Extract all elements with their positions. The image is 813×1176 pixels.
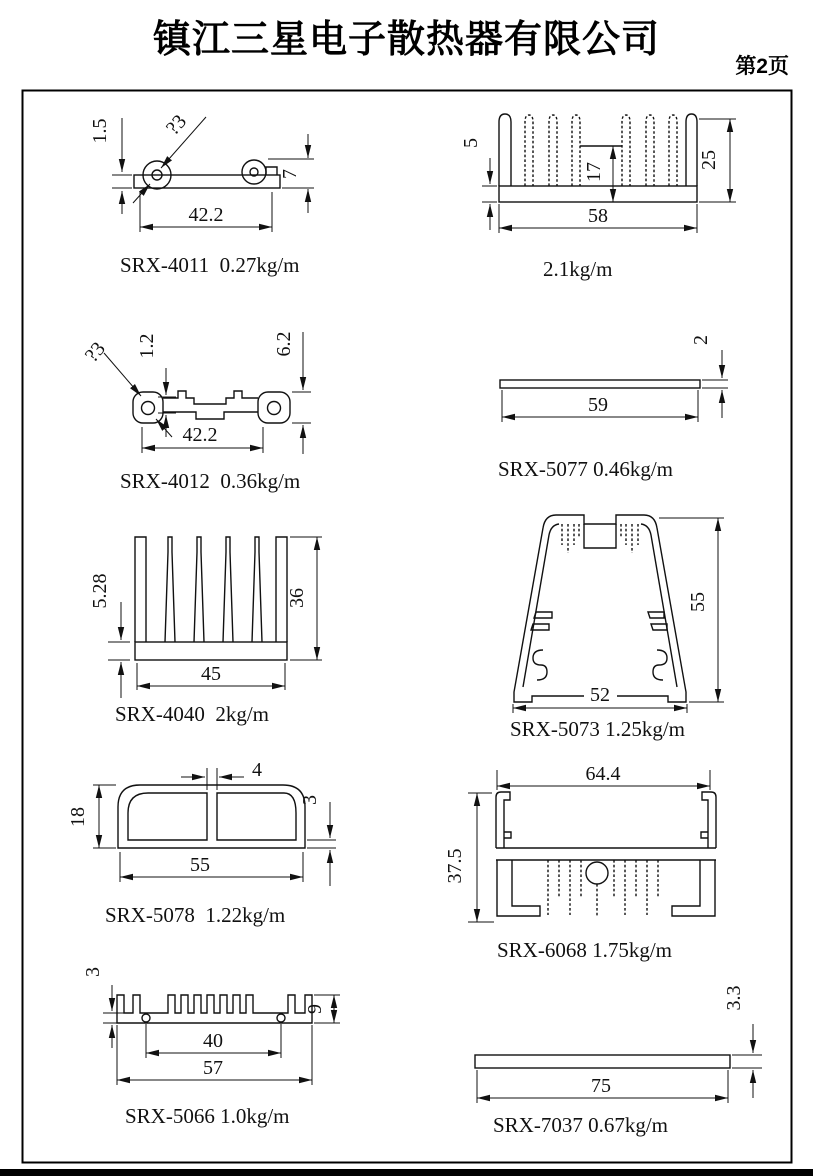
dim-step-label: 1.2 xyxy=(136,333,158,359)
drawing-srx-7037 xyxy=(475,986,762,1104)
dim-height-label: 18 xyxy=(67,807,89,827)
label-srx-4040: SRX-4040 2kg/m xyxy=(115,702,270,726)
label-srx-4011: SRX-4011 0.27kg/m xyxy=(120,253,300,277)
dim-height-label: 55 xyxy=(687,592,709,612)
dim-width-label: 52 xyxy=(590,684,610,706)
dim-width-label: 64.4 xyxy=(585,763,621,785)
dim-height-label: 9 xyxy=(304,1004,326,1014)
dim-height-label: 6.2 xyxy=(273,331,295,357)
dim-height-label: 25 xyxy=(698,150,720,170)
dim-base-label: 5.28 xyxy=(89,573,111,609)
dim-fin-label: 3 xyxy=(82,967,104,977)
dim-height-label: 36 xyxy=(286,588,308,608)
drawing-srx-5077 xyxy=(500,335,728,422)
drawing-srx-5066 xyxy=(82,967,340,1085)
drawing-srx-5078 xyxy=(67,759,336,886)
company-title: 镇江三星电子散热器有限公司 xyxy=(152,19,660,61)
label-srx-4012: SRX-4012 0.36kg/m xyxy=(120,469,301,493)
dim-rib-label: 4 xyxy=(252,759,262,781)
drawing-srx-4011 xyxy=(89,111,314,232)
label-srx-5066: SRX-5066 1.0kg/m xyxy=(125,1104,290,1128)
dim-width-label: 45 xyxy=(201,663,221,685)
label-srx-7037: SRX-7037 0.67kg/m xyxy=(493,1113,669,1137)
dim-width-label: 57 xyxy=(203,1057,223,1079)
dim-width-label: 75 xyxy=(591,1075,611,1097)
label-srx-5078: SRX-5078 1.22kg/m xyxy=(105,903,286,927)
dim-width-label: 55 xyxy=(190,854,210,876)
dim-thickness-label: 3.3 xyxy=(723,985,745,1011)
label-srx-6068: SRX-6068 1.75kg/m xyxy=(497,938,673,962)
dim-width-label: 58 xyxy=(588,205,608,227)
drawing-srx-6068 xyxy=(444,763,716,922)
dim-height-label: 37.5 xyxy=(444,848,466,884)
page-bottom-edge xyxy=(0,1169,813,1176)
drawing-srx-4040 xyxy=(89,537,322,698)
drawing-srx-5073 xyxy=(513,515,724,713)
page-number: 第2页 xyxy=(735,55,789,78)
drawing-2-1kgm xyxy=(460,114,736,233)
dim-thickness-label: 2 xyxy=(690,335,712,345)
dim-hole-label: ?3 xyxy=(80,337,110,367)
label-srx-5073: SRX-5073 1.25kg/m xyxy=(510,717,686,741)
page-frame xyxy=(23,91,792,1163)
drawing-srx-4012 xyxy=(81,332,311,455)
label-2-1kgm: 2.1kg/m xyxy=(543,257,613,281)
dim-width-label: 42.2 xyxy=(182,424,218,446)
dim-hole-label: ?3 xyxy=(162,110,192,140)
dim-base-label: 5 xyxy=(460,138,482,148)
dim-width-label: 59 xyxy=(588,394,608,416)
dim-depth-label: 17 xyxy=(583,162,605,182)
dim-thickness-label: 1.5 xyxy=(89,118,111,144)
dim-span-label: 40 xyxy=(203,1030,223,1052)
dim-height-label: 7 xyxy=(279,169,301,179)
dim-wall-label: 3 xyxy=(299,795,321,805)
dim-width-label: 42.2 xyxy=(188,204,224,226)
label-srx-5077: SRX-5077 0.46kg/m xyxy=(498,457,674,481)
